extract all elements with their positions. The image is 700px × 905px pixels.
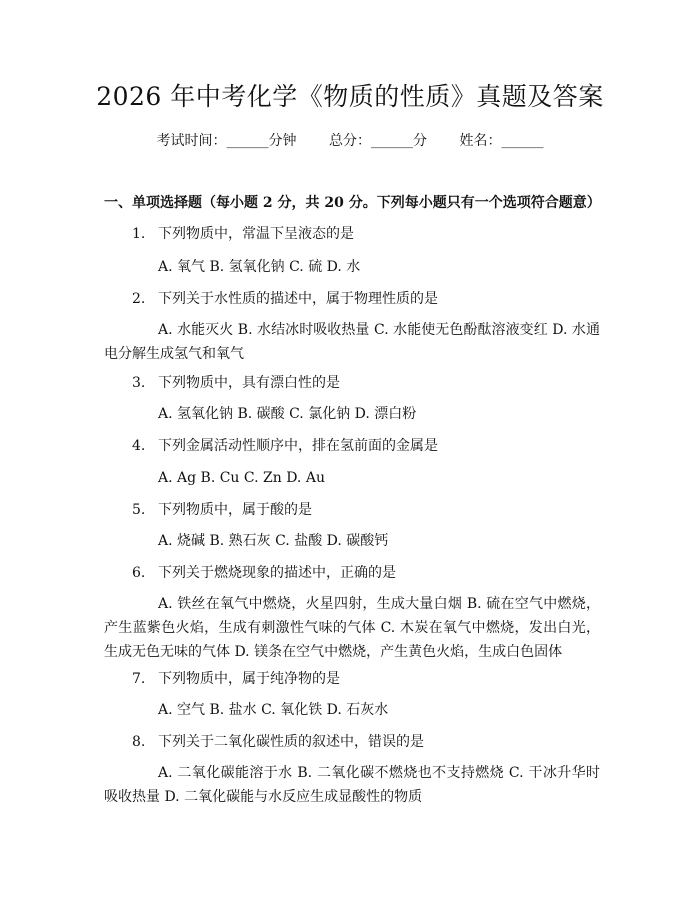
question-2-options: A. 水能灭火 B. 水结冰时吸收热量 C. 水能使无色酚酞溶液变红 D. 水通电分解生成氢气和氧气 xyxy=(104,322,600,362)
question-stem: 下列关于二氧化碳性质的叙述中，错误的是 xyxy=(158,734,424,750)
question-6-options: A. 铁丝在氧气中燃烧，火星四射，生成大量白烟 B. 硫在空气中燃烧，产生蓝紫色火焰，生成有刺激性气味的气体 C. 木炭在氧气中燃烧，发出白光，生成无色无味的气体 D. 镁条在空气中燃烧，产生黄色火焰，生成白色固体 xyxy=(104,596,600,660)
question-stem: 下列物质中，属于纯净物的是 xyxy=(158,671,340,687)
question-4-options: A. Ag B. Cu C. Zn D. Au xyxy=(158,470,325,486)
total-score-field: 总分：______分 xyxy=(329,133,427,149)
question-stem: 下列物质中，具有漂白性的是 xyxy=(158,375,340,391)
page-title: 2026 年中考化学《物质的性质》真题及答案 xyxy=(96,82,604,111)
question-8-options: A. 二氧化碳能溶于水 B. 二氧化碳不燃烧也不支持燃烧 C. 干冰升华时吸收热量 D. 二氧化碳能与水反应生成显酸性的物质 xyxy=(104,765,600,805)
question-5-options: A. 烧碱 B. 熟石灰 C. 盐酸 D. 碳酸钙 xyxy=(158,533,389,549)
exam-meta xyxy=(0,131,700,151)
question-number: 2. xyxy=(132,291,146,307)
question-stem: 下列物质中，常温下呈液态的是 xyxy=(158,226,354,242)
question-number: 4. xyxy=(132,438,146,454)
question-number: 6. xyxy=(132,565,146,581)
question-number: 8. xyxy=(132,734,146,750)
question-stem: 下列金属活动性顺序中，排在氢前面的金属是 xyxy=(158,438,438,454)
question-3-options: A. 氢氧化钠 B. 碳酸 C. 氯化钠 D. 漂白粉 xyxy=(158,406,417,422)
question-stem: 下列物质中，属于酸的是 xyxy=(158,502,312,518)
question-stem: 下列关于燃烧现象的描述中，正确的是 xyxy=(158,565,396,581)
name-field: 姓名：______ xyxy=(459,133,544,149)
section-heading: 一、单项选择题（每小题 2 分，共 20 分。下列每小题只有一个选项符合题意） xyxy=(104,195,601,211)
exam-time-field: 考试时间：______分钟 xyxy=(156,133,297,149)
question-number: 1. xyxy=(132,226,146,242)
question-1-options: A. 氧气 B. 氢氧化钠 C. 硫 D. 水 xyxy=(158,259,361,275)
question-number: 5. xyxy=(132,502,146,518)
question-7-options: A. 空气 B. 盐水 C. 氧化铁 D. 石灰水 xyxy=(158,702,389,718)
question-stem: 下列关于水性质的描述中，属于物理性质的是 xyxy=(158,291,438,307)
question-number: 7. xyxy=(132,671,146,687)
question-number: 3. xyxy=(132,375,146,391)
